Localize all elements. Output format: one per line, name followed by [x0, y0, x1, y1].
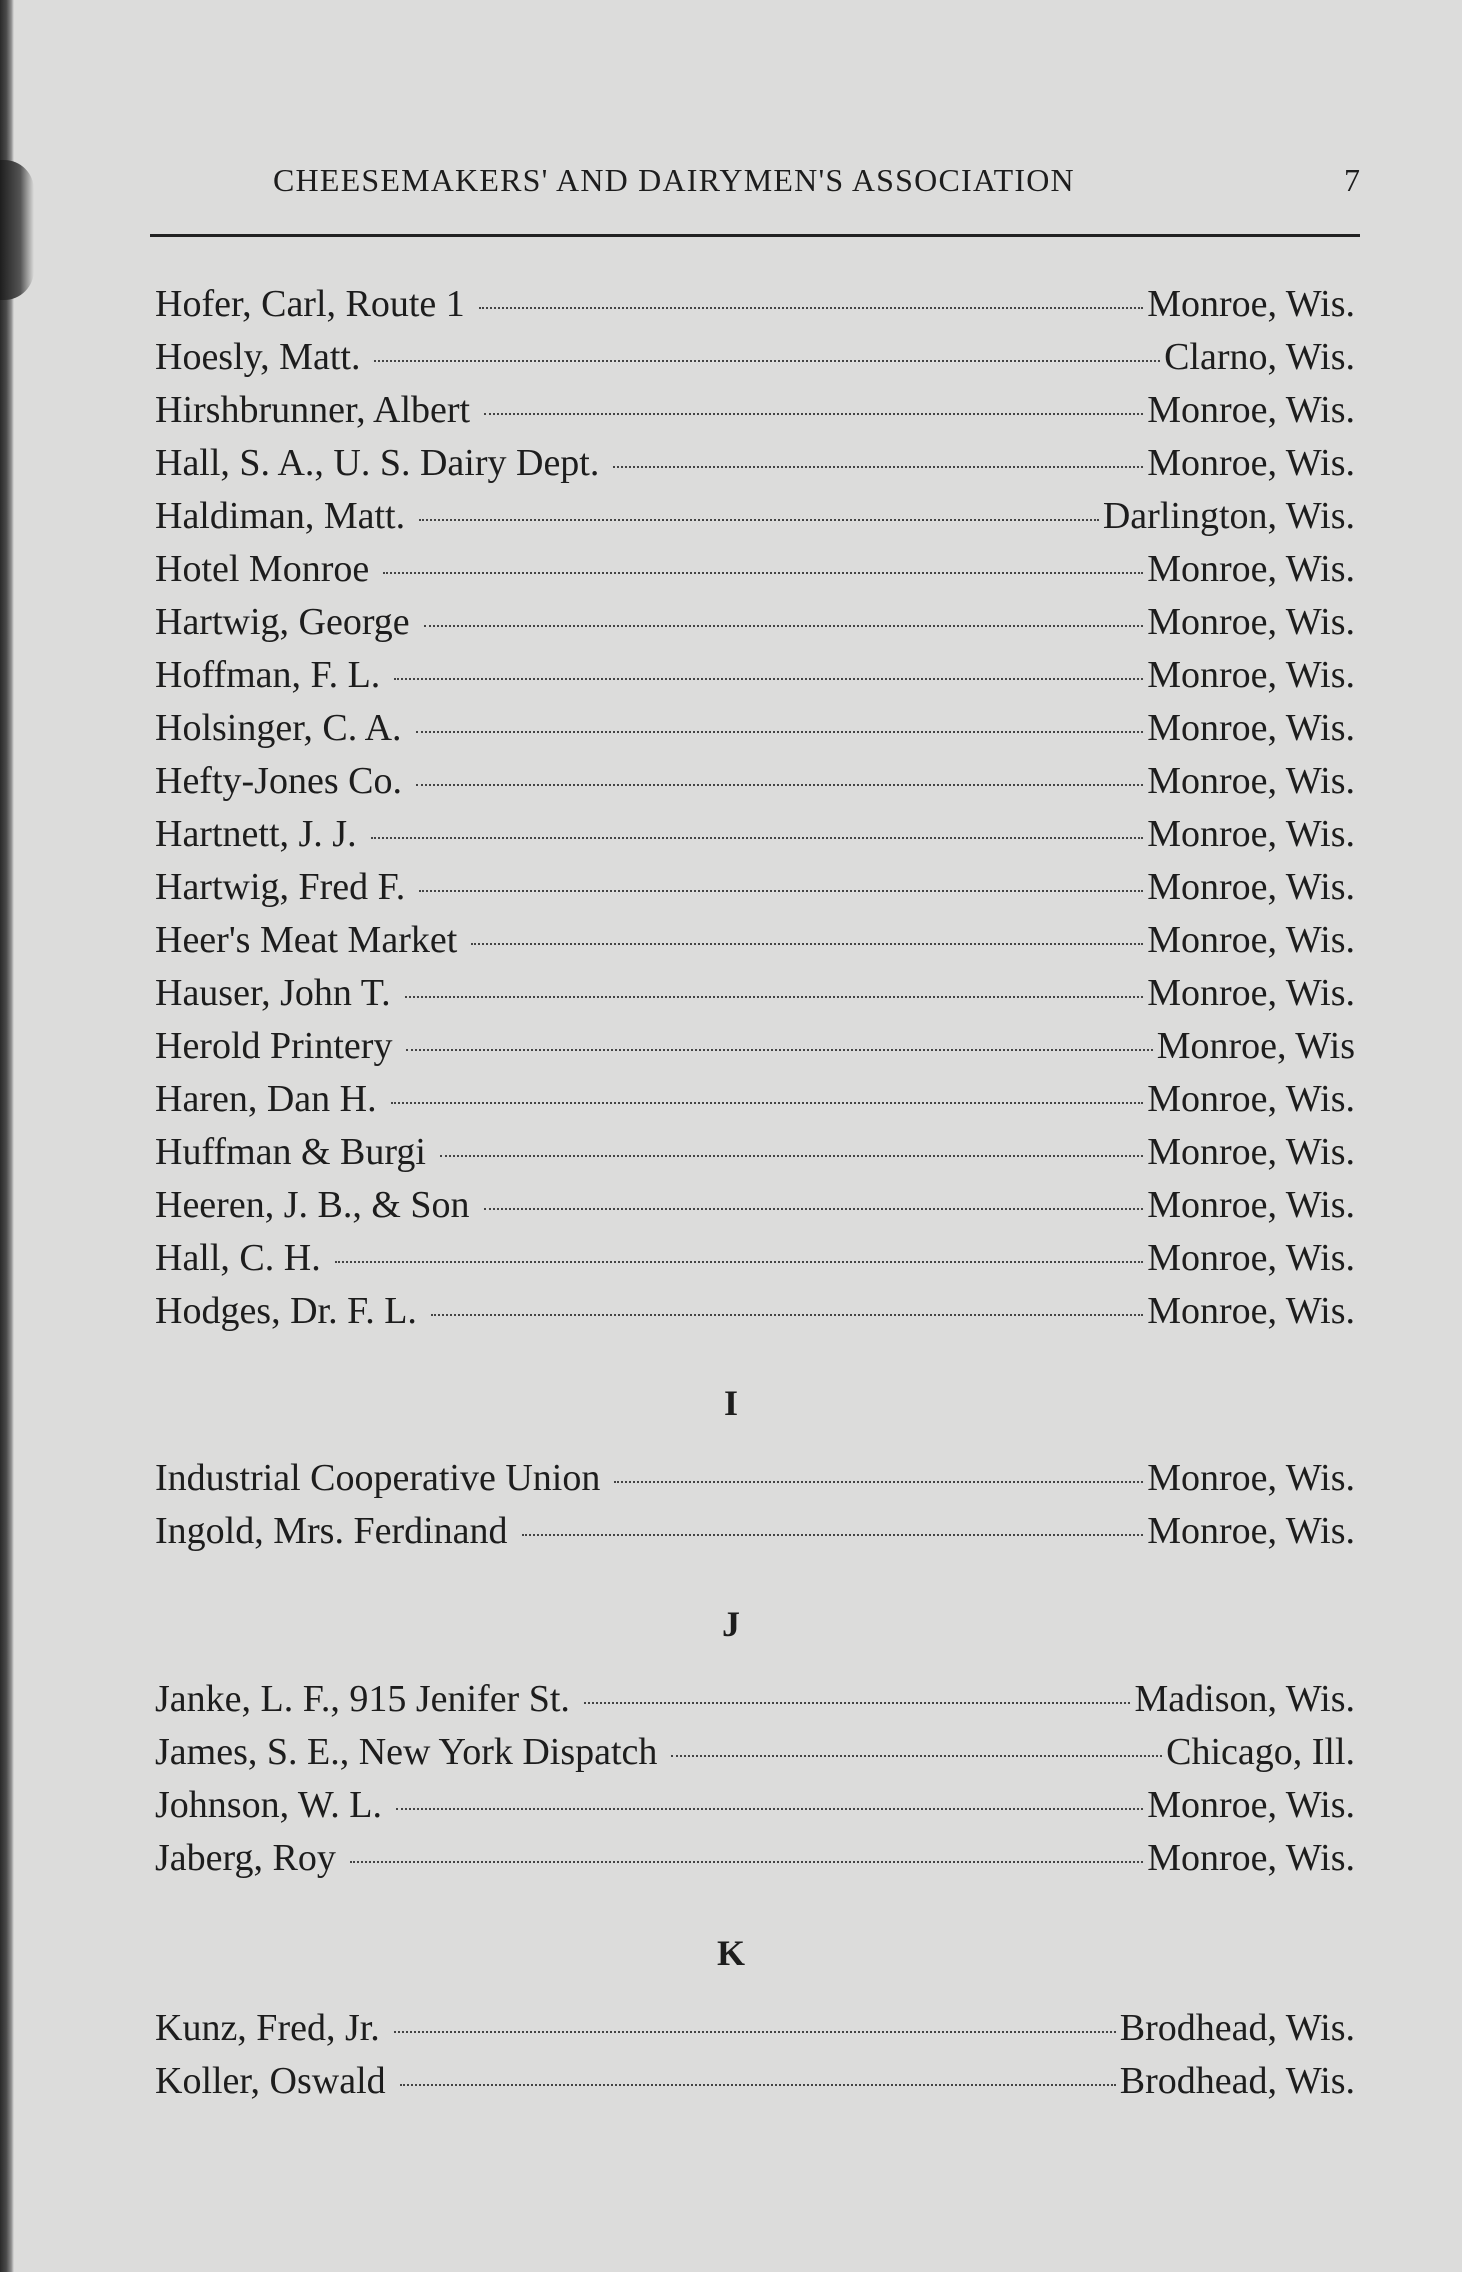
entry-location: Monroe, Wis.	[1147, 654, 1355, 696]
directory-entry	[155, 653, 1355, 706]
entry-name: Hartnett, J. J.	[155, 813, 357, 855]
dot-leader	[484, 1208, 1144, 1210]
directory-entry	[155, 759, 1355, 812]
entry-name: Hartwig, Fred F.	[155, 866, 406, 908]
entry-location: Brodhead, Wis.	[1119, 2007, 1355, 2049]
entry-name: Huffman & Burgi	[155, 1131, 426, 1173]
entry-location: Monroe, Wis.	[1147, 760, 1355, 802]
entry-name: Hauser, John T.	[155, 972, 391, 1014]
entry-name: Hirshbrunner, Albert	[155, 389, 471, 431]
header-rule	[150, 234, 1360, 237]
dot-leader	[419, 519, 1099, 521]
entry-location: Monroe, Wis.	[1147, 707, 1355, 749]
entry-location: Monroe, Wis.	[1147, 1237, 1355, 1279]
entry-location: Monroe, Wis.	[1147, 1078, 1355, 1120]
dot-leader	[374, 360, 1160, 362]
entry-name: Heeren, J. B., & Son	[155, 1184, 470, 1226]
dot-leader	[350, 1861, 1143, 1863]
directory-entry	[155, 812, 1355, 865]
entry-location: Monroe, Wis.	[1147, 972, 1355, 1014]
entry-name: Koller, Oswald	[155, 2060, 386, 2102]
entry-location: Monroe, Wis.	[1147, 1457, 1355, 1499]
entry-location: Monroe, Wis.	[1147, 601, 1355, 643]
entry-name: Hartwig, George	[155, 601, 410, 643]
directory-entry	[155, 1677, 1355, 1730]
entry-location: Monroe, Wis.	[1147, 1131, 1355, 1173]
entry-name: Hall, S. A., U. S. Dairy Dept.	[155, 442, 600, 484]
entry-name: Hoffman, F. L.	[155, 654, 381, 696]
directory-entry	[155, 388, 1355, 441]
directory-entry	[155, 1077, 1355, 1130]
dot-leader	[400, 2084, 1116, 2086]
dot-leader	[471, 943, 1143, 945]
entry-name: Holsinger, C. A.	[155, 707, 402, 749]
entry-name: Johnson, W. L.	[155, 1784, 382, 1826]
binding-shadow	[0, 160, 34, 300]
dot-leader	[479, 307, 1143, 309]
dot-leader	[484, 413, 1143, 415]
entry-location: Monroe, Wis.	[1147, 1784, 1355, 1826]
directory-entry	[155, 2006, 1355, 2059]
entry-location: Monroe, Wis.	[1147, 1184, 1355, 1226]
page-number: 7	[1344, 162, 1360, 198]
section-letter-j: J	[722, 1604, 740, 1644]
directory-entry	[155, 1183, 1355, 1236]
entry-location: Monroe, Wis.	[1147, 283, 1355, 325]
entry-location: Monroe, Wis.	[1147, 1510, 1355, 1552]
entry-name: Hefty-Jones Co.	[155, 760, 402, 802]
entry-name: Industrial Cooperative Union	[155, 1457, 601, 1499]
dot-leader	[431, 1314, 1143, 1316]
directory-entry	[155, 2059, 1355, 2112]
directory-entry	[155, 865, 1355, 918]
entry-name: Hofer, Carl, Route 1	[155, 283, 465, 325]
entry-location: Monroe, Wis.	[1147, 389, 1355, 431]
entry-name: James, S. E., New York Dispatch	[155, 1731, 658, 1773]
entry-location: Brodhead, Wis.	[1119, 2060, 1355, 2102]
dot-leader	[419, 890, 1143, 892]
dot-leader	[383, 572, 1143, 574]
entry-name: Haldiman, Matt.	[155, 495, 406, 537]
dot-leader	[405, 996, 1144, 998]
directory-entry	[155, 547, 1355, 600]
entry-name: Hotel Monroe	[155, 548, 370, 590]
entry-location: Monroe, Wis.	[1147, 548, 1355, 590]
directory-entry	[155, 1289, 1355, 1342]
directory-entry	[155, 335, 1355, 388]
dot-leader	[416, 784, 1143, 786]
entry-name: Hodges, Dr. F. L.	[155, 1290, 417, 1332]
page-header	[150, 158, 1360, 208]
entry-name: Herold Printery	[155, 1025, 393, 1067]
dot-leader	[371, 837, 1144, 839]
entry-location: Clarno, Wis.	[1164, 336, 1355, 378]
dot-leader	[406, 1049, 1152, 1051]
entry-location: Monroe, Wis.	[1147, 919, 1355, 961]
directory-entry	[155, 494, 1355, 547]
entry-name: Janke, L. F., 915 Jenifer St.	[155, 1678, 570, 1720]
directory-entry	[155, 282, 1355, 335]
section-h-list	[155, 282, 1355, 1342]
directory-entry	[155, 600, 1355, 653]
dot-leader	[522, 1534, 1144, 1536]
dot-leader	[614, 1481, 1143, 1483]
entry-location: Chicago, Ill.	[1166, 1731, 1355, 1773]
entry-name: Ingold, Mrs. Ferdinand	[155, 1510, 508, 1552]
section-letter-i: I	[723, 1383, 738, 1423]
directory-entry	[155, 918, 1355, 971]
directory-entry	[155, 1236, 1355, 1289]
entry-location: Monroe, Wis.	[1147, 813, 1355, 855]
entry-name: Kunz, Fred, Jr.	[155, 2007, 380, 2049]
entry-name: Heer's Meat Market	[155, 919, 458, 961]
directory-entry	[155, 971, 1355, 1024]
directory-entry	[155, 1730, 1355, 1783]
directory-entry	[155, 1509, 1355, 1562]
directory-entry	[155, 1456, 1355, 1509]
dot-leader	[335, 1261, 1143, 1263]
entry-name: Hall, C. H.	[155, 1237, 321, 1279]
directory-entry	[155, 1836, 1355, 1889]
section-letter-k: K	[716, 1933, 745, 1973]
dot-leader	[391, 1102, 1144, 1104]
section-k-list	[155, 2006, 1355, 2112]
section-i-list	[155, 1456, 1355, 1562]
directory-entry	[155, 441, 1355, 494]
entry-name: Haren, Dan H.	[155, 1078, 377, 1120]
directory-entry	[155, 706, 1355, 759]
dot-leader	[613, 466, 1143, 468]
entry-location: Monroe, Wis.	[1147, 442, 1355, 484]
dot-leader	[394, 2031, 1116, 2033]
entry-location: Darlington, Wis.	[1102, 495, 1355, 537]
running-title: CHEESEMAKERS' AND DAIRYMEN'S ASSOCIATION	[273, 162, 1075, 198]
entry-location: Monroe, Wis.	[1147, 866, 1355, 908]
entry-location: Monroe, Wis.	[1147, 1290, 1355, 1332]
directory-entry	[155, 1783, 1355, 1836]
section-j-list	[155, 1677, 1355, 1889]
entry-location: Madison, Wis.	[1134, 1678, 1355, 1720]
dot-leader	[394, 678, 1143, 680]
directory-entry	[155, 1130, 1355, 1183]
dot-leader	[584, 1702, 1131, 1704]
entry-location: Monroe, Wis	[1156, 1025, 1355, 1067]
dot-leader	[440, 1155, 1143, 1157]
dot-leader	[396, 1808, 1143, 1810]
entry-name: Hoesly, Matt.	[155, 336, 361, 378]
entry-location: Monroe, Wis.	[1147, 1837, 1355, 1879]
directory-entry	[155, 1024, 1355, 1077]
dot-leader	[416, 731, 1144, 733]
entry-name: Jaberg, Roy	[155, 1837, 336, 1879]
dot-leader	[424, 625, 1144, 627]
dot-leader	[671, 1755, 1162, 1757]
